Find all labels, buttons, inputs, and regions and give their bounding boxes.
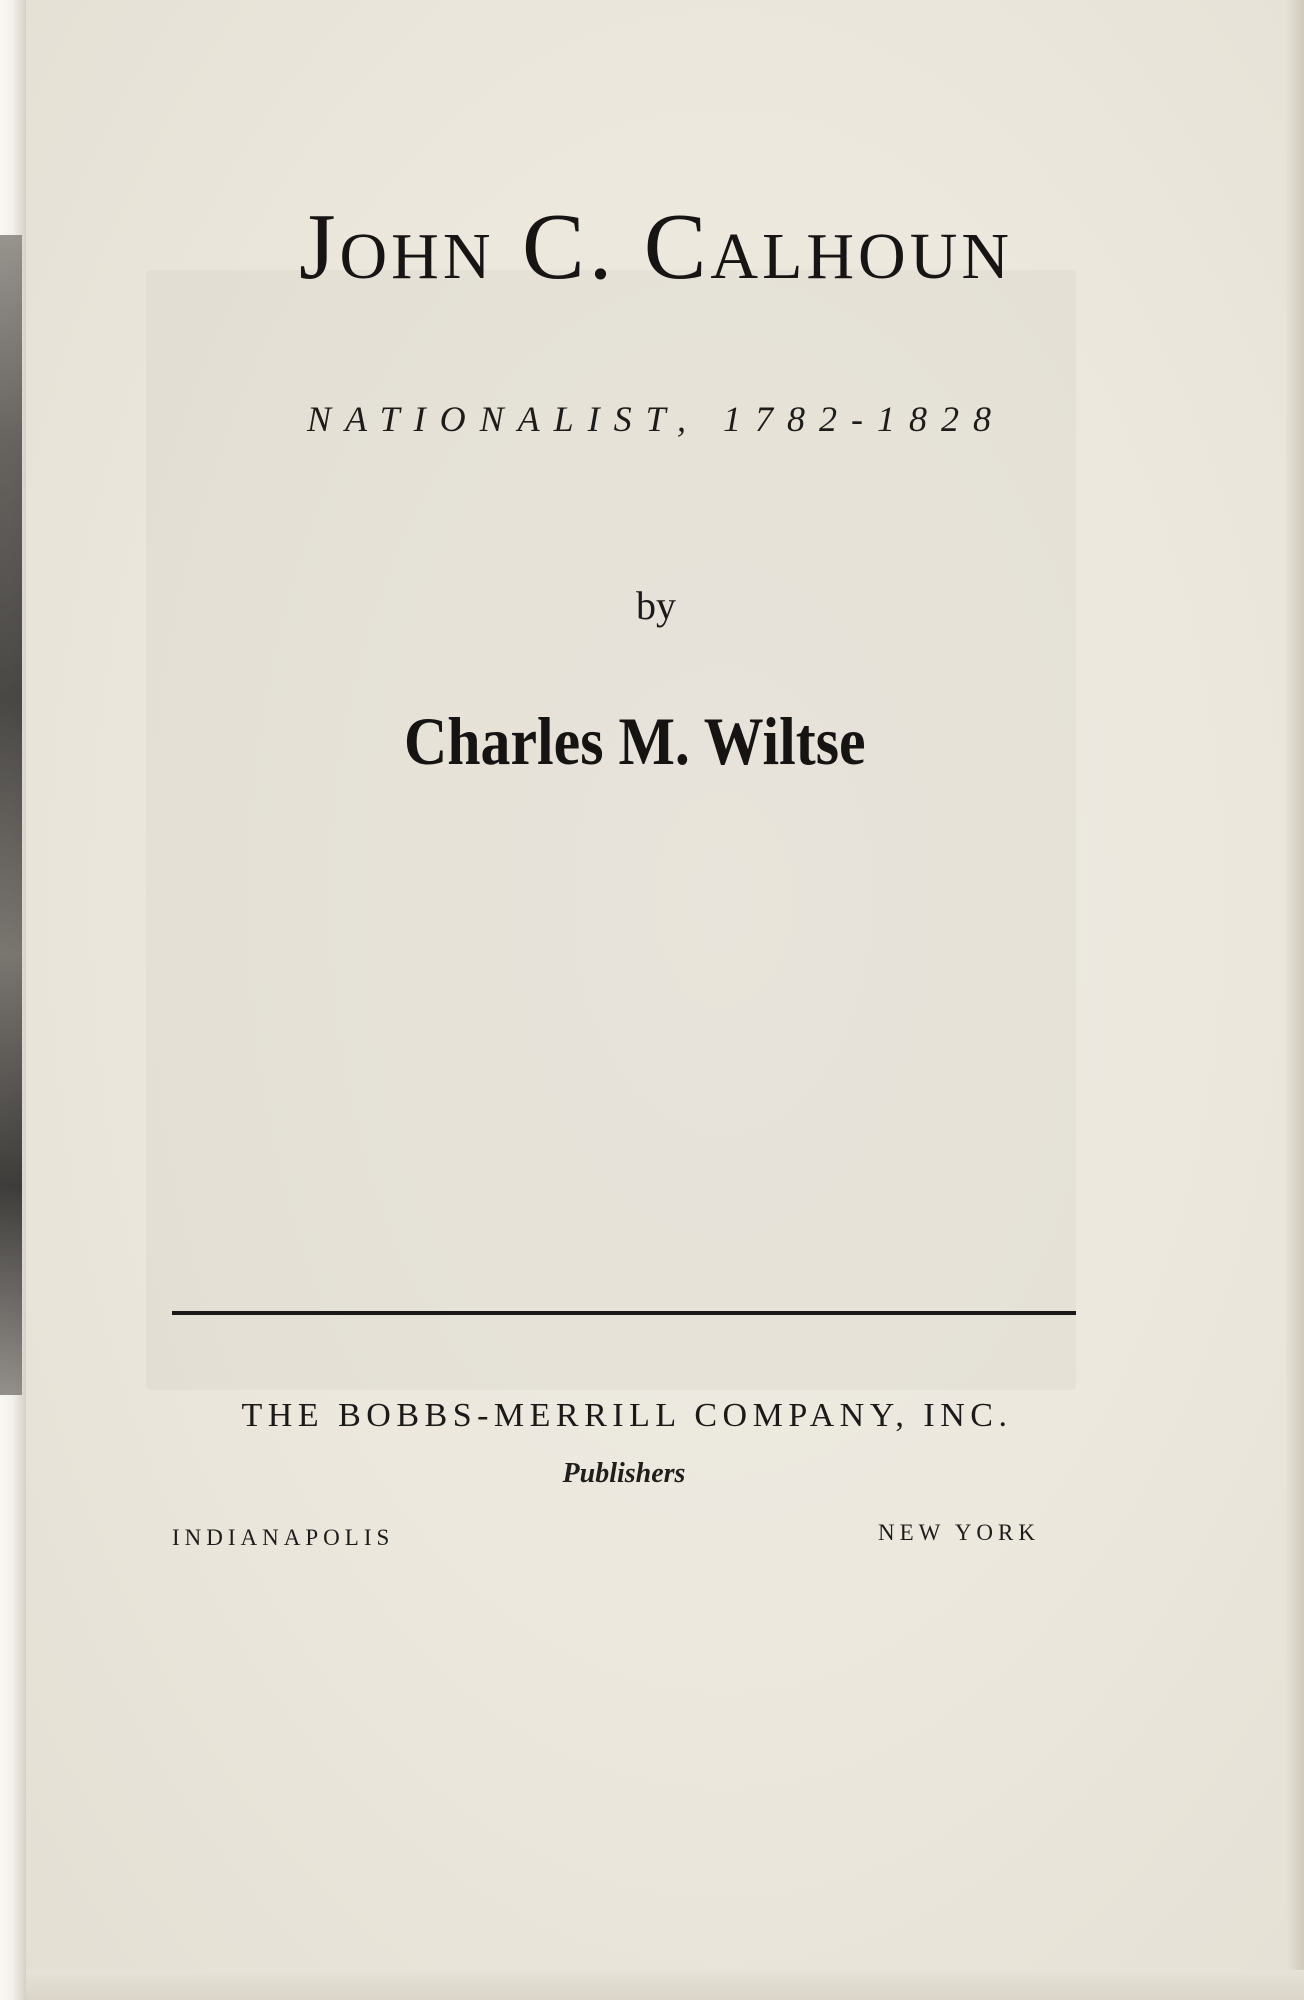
adjacent-page-shadow [0, 235, 22, 1395]
title-page [26, 0, 1292, 2000]
book-subtitle: NATIONALIST, 1782-1828 [306, 399, 1006, 439]
author-name: Charles M. Wiltse [404, 703, 866, 779]
book-title: John C. Calhoun [298, 195, 1014, 299]
publisher-name: THE BOBBS-MERRILL COMPANY, INC. [241, 1397, 1013, 1434]
publisher-label: Publishers [562, 1458, 686, 1489]
publisher-city-left: INDIANAPOLIS [172, 1525, 395, 1550]
publisher-city-right: NEW YORK [877, 1520, 1040, 1545]
by-line: by [636, 583, 676, 628]
horizontal-rule [172, 1311, 1076, 1315]
page-edge-bottom [26, 1970, 1304, 2000]
page-edge-right [1286, 0, 1304, 2000]
